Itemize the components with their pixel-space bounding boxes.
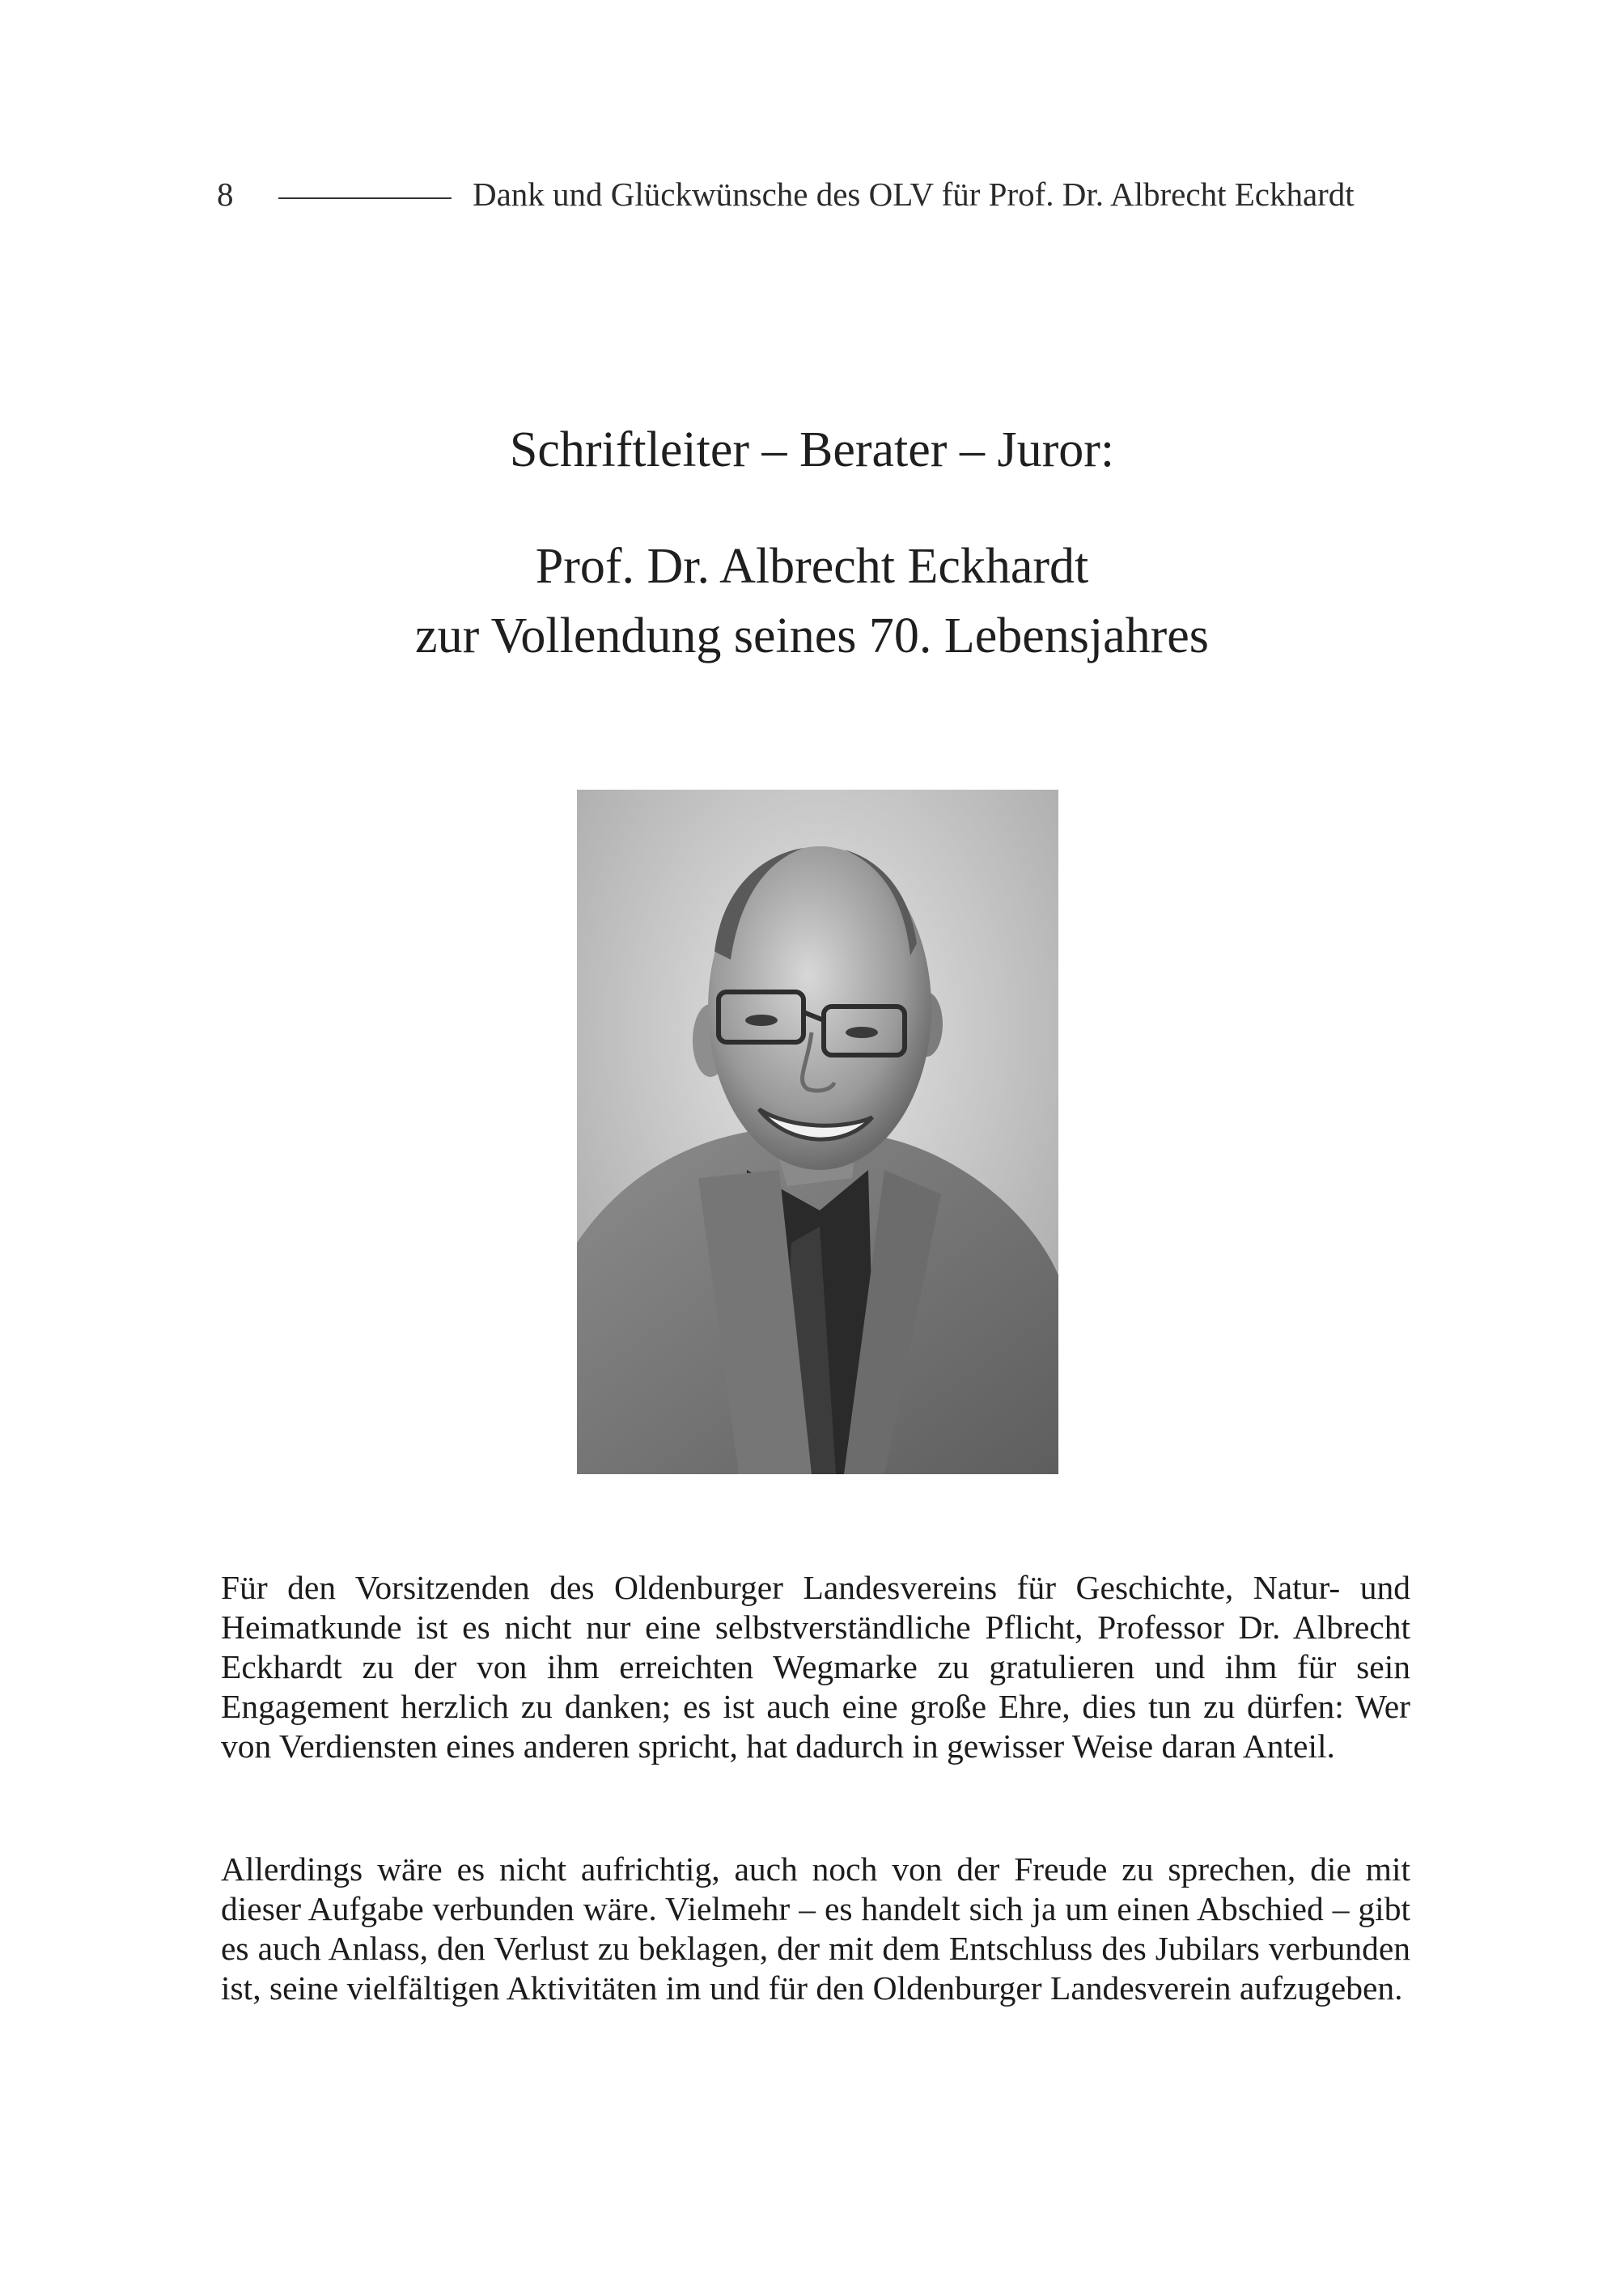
running-head — [217, 170, 1408, 218]
portrait-photo — [577, 790, 1058, 1474]
article-subtitle-occasion: zur Vollendung seines 70. Lebensjahres — [415, 608, 1209, 663]
portrait-illustration — [577, 790, 1058, 1474]
article-title: Schriftleiter – Berater – Juror: — [509, 422, 1115, 477]
body-paragraph-1: Für den Vorsitzenden des Oldenburger Landesvereins für Geschichte, Natur- und Heimatkunde ist es nicht nur eine selbstverständliche Pflicht, Professor Dr. Albrecht Eckhardt zu der von ihm erreichten Wegmarke zu gratulieren und ihm für sein Engagement herzlich zu danken; es ist auch eine große Ehre, dies tun zu dürfen: Wer von Verdiensten eines anderen spricht, hat dadurch in gewisser Weise daran Anteil. — [221, 1569, 1410, 1765]
running-title: Dank und Glückwünsche des OLV für Prof. Dr. Albrecht Eckhardt — [473, 176, 1355, 213]
header-rule — [278, 197, 452, 199]
article-subtitle-name: Prof. Dr. Albrecht Eckhardt — [535, 539, 1089, 594]
body-paragraph-2: Allerdings wäre es nicht aufrichtig, auch noch von der Freude zu sprechen, die mit dieser Aufgabe verbunden wäre. Vielmehr – es handelt sich ja um einen Abschied – gibt es auch Anlass, den Verlust zu beklagen, der mit dem Entschluss des Jubilars verbunden ist, seine vielfältigen Aktivitäten im und für den Oldenburger Landesverein aufzugeben. — [221, 1850, 1410, 2007]
page-number: 8 — [217, 176, 234, 213]
